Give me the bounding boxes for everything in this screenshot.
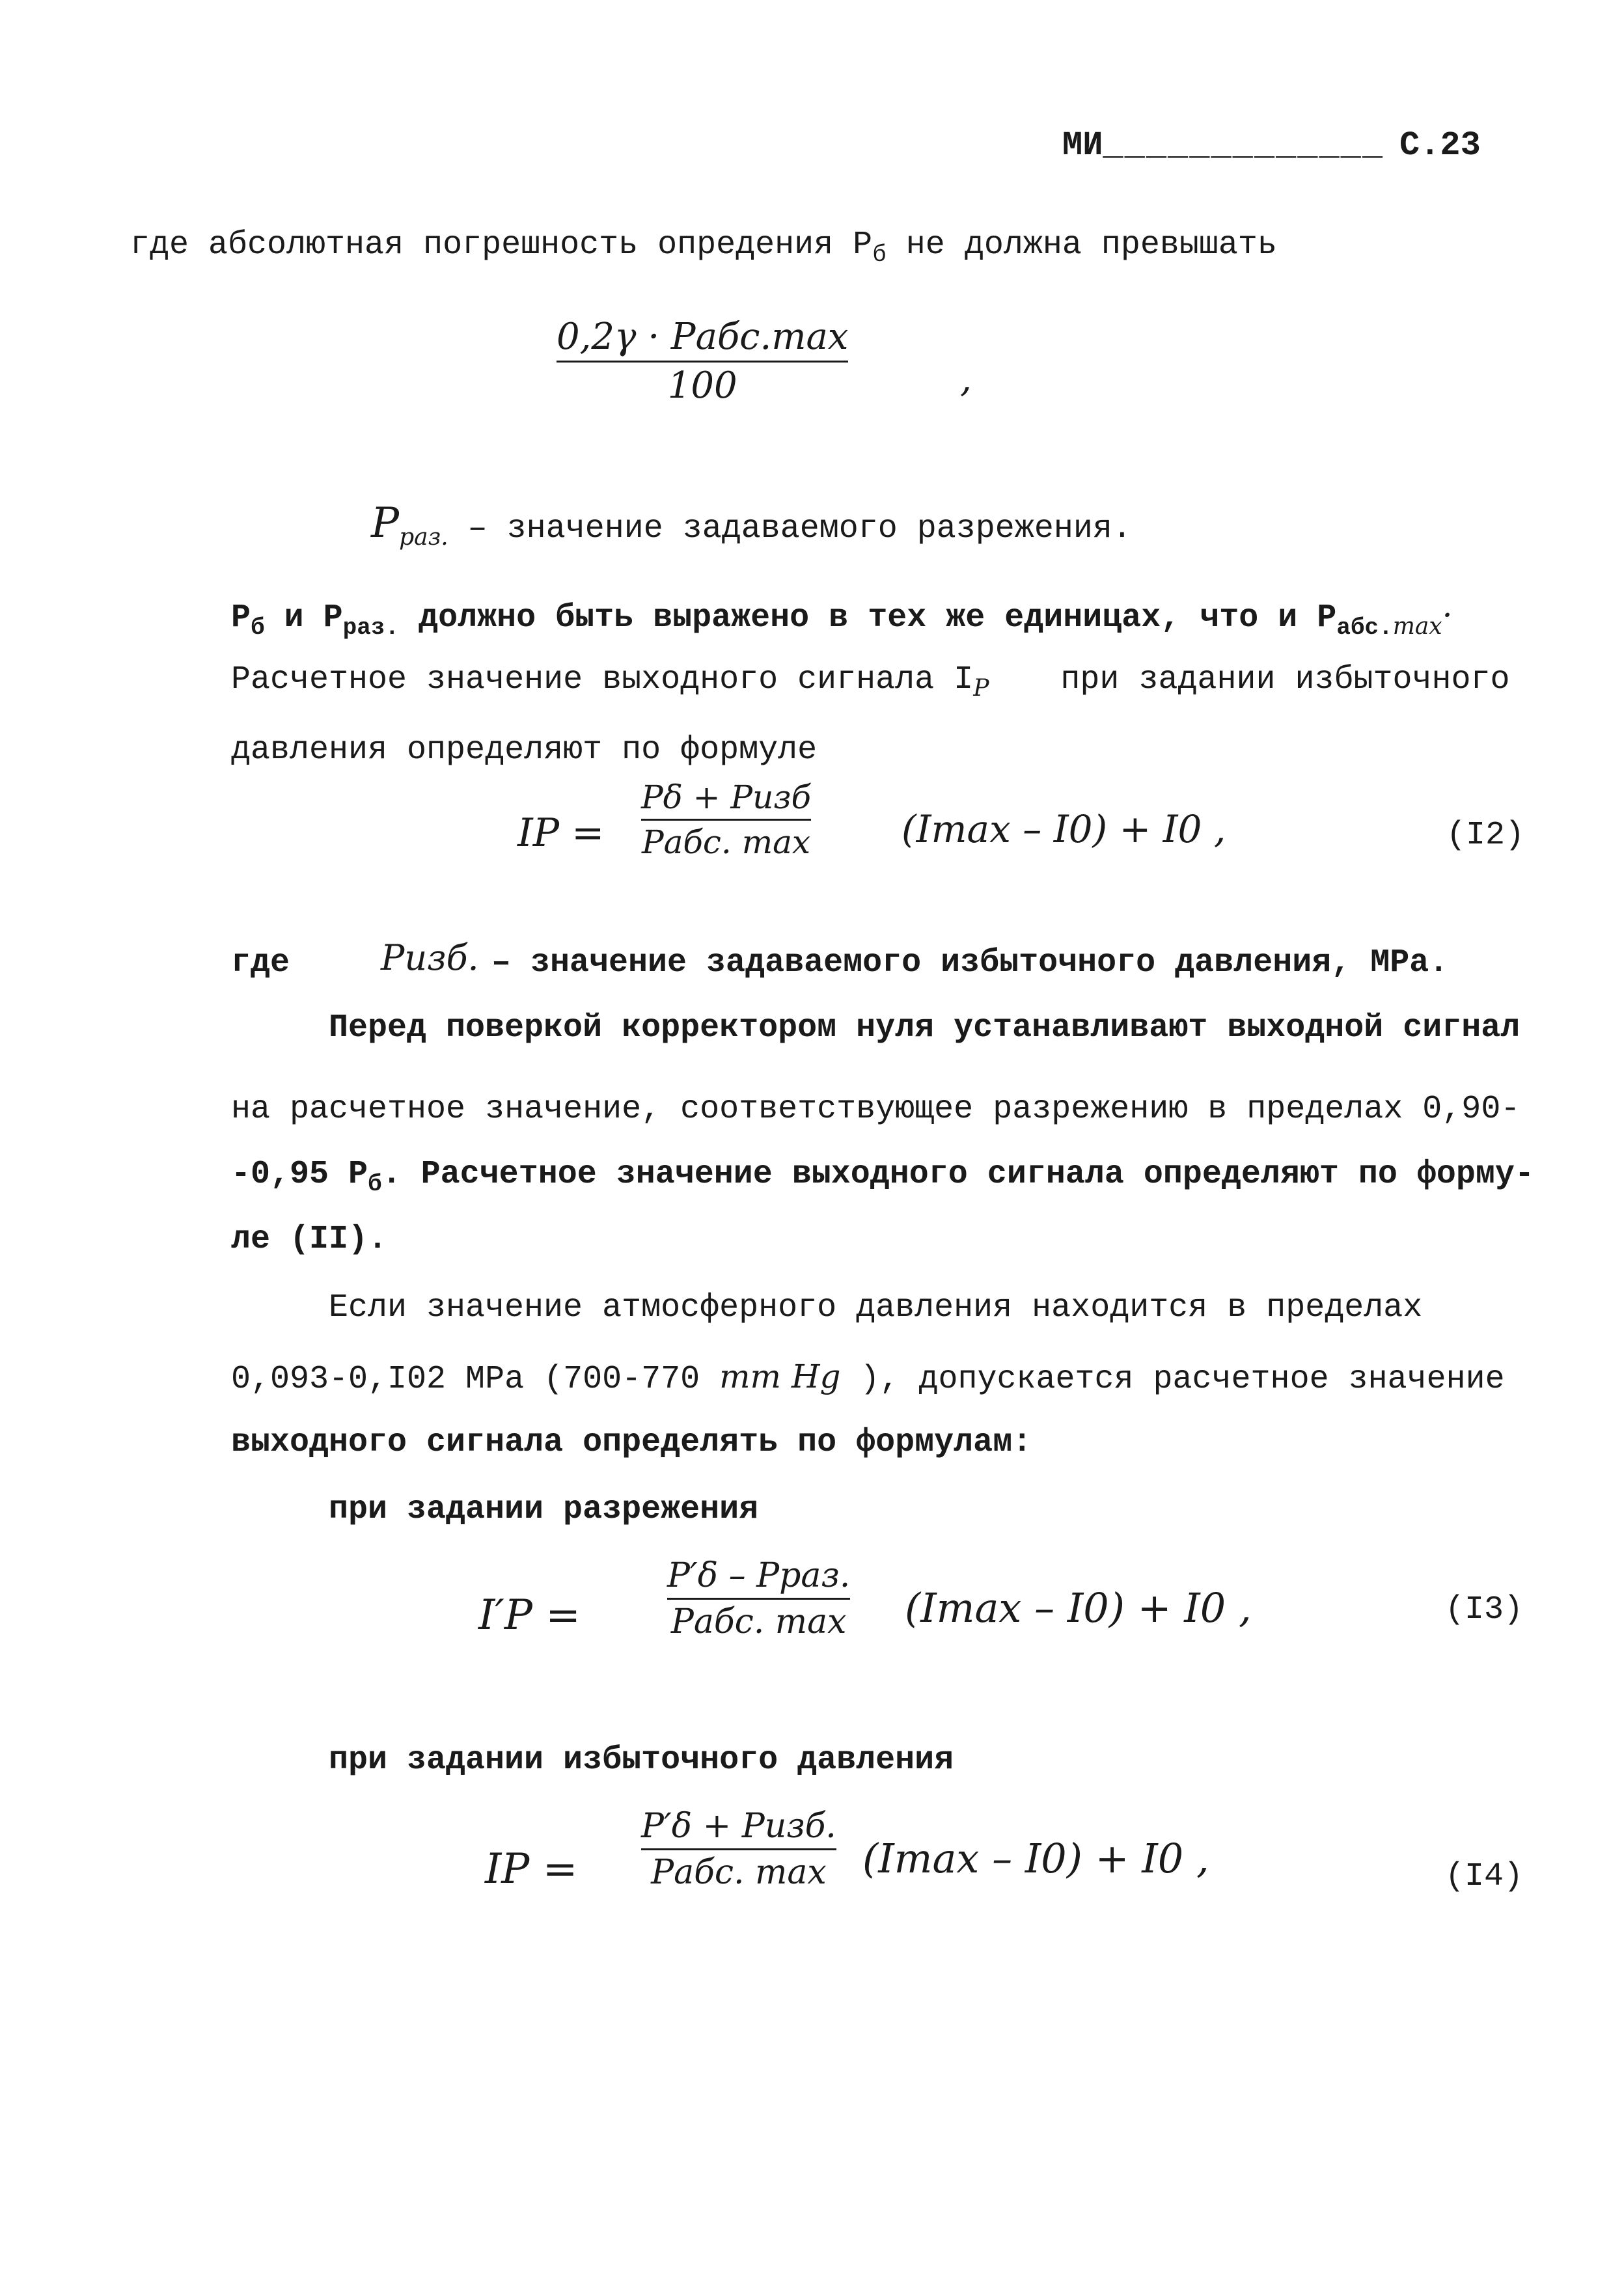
paragraph-calc-line1: Расчетное значение выходного сигнала $I_P$ при задании избыточного: [231, 661, 1510, 702]
eq14-rhs: (Imax – I0) + I0 ,: [862, 1835, 1209, 1882]
eq13-label: (I3): [1445, 1591, 1524, 1628]
symbol-p-izb: Pизб.: [381, 937, 479, 978]
paragraph-before-line2: на расчетное значение, соответствующее разрежению в пределах 0,90-: [231, 1091, 1521, 1128]
paragraph-before-line1: Перед поверкой корректором нуля устанавливают выходной сигнал: [329, 1009, 1521, 1047]
case-vacuum-label: при задании разрежения: [329, 1491, 759, 1528]
eq13-numerator: P′δ – Pраз.: [667, 1556, 851, 1595]
definition-p-izb: – значение задаваемого избыточного давления, МРа.: [491, 944, 1449, 981]
eq12-lhs: IP =: [517, 810, 605, 856]
eq14-numerator: P′δ + Pизб.: [641, 1807, 836, 1846]
paragraph-before-line3: -0,95 $Р_б$. Расчетное значение выходного сигнала определяют по форму-: [231, 1156, 1534, 1198]
page-number: С.23: [1399, 126, 1481, 165]
eq13-fraction: [667, 1556, 851, 1641]
formula-error-limit: [557, 316, 849, 407]
paragraph-atm-line2: 0,093-0,I02 МРа (700-770 mm Hg ), допускается расчетное значение: [231, 1358, 1505, 1398]
comma: ,: [960, 358, 972, 400]
eq12-numerator: Pδ + Pизб: [641, 778, 812, 816]
eq14-fraction: [641, 1807, 836, 1892]
eq12-bar: [641, 819, 811, 821]
eq14-lhs: IP =: [485, 1845, 578, 1893]
case-excess-pressure-label: при задании избыточного давления: [329, 1742, 954, 1779]
definition-p-raz: $P_{раз.}$ – значение задаваемого разрежения.: [371, 499, 1132, 551]
eq13-bar: [667, 1598, 850, 1600]
paragraph-before-line4: ле (II).: [231, 1221, 388, 1258]
eq12-label: (I2): [1446, 817, 1525, 854]
eq12-denominator: Pабс. max: [641, 823, 811, 861]
fraction-denominator: 100: [667, 364, 737, 407]
eq13-denominator: Pабс. max: [670, 1602, 847, 1641]
paragraph-calc-line2: давления определяют по формуле: [231, 732, 818, 769]
eq14-label: (I4): [1445, 1858, 1524, 1895]
eq13-rhs: (Imax – I0) + I0 ,: [905, 1584, 1252, 1632]
eq14-denominator: Pабс. max: [651, 1853, 827, 1892]
fraction-numerator: 0,2γ · Pабс.max: [557, 316, 849, 358]
paragraph-units: $Р_б$ и $Р_{раз.}$ должно быть выражено в тех же единицах, что и $Р_{абс.max}\cdot$: [231, 596, 1453, 641]
paragraph-atm-line3: выходного сигнала определять по формулам:: [231, 1424, 1032, 1461]
eq12-fraction: [641, 778, 812, 861]
paragraph-atm-line1: Если значение атмосферного давления находится в пределах: [329, 1289, 1423, 1326]
eq12-rhs: (Imax – I0) + I0 ,: [901, 807, 1226, 851]
eq14-bar: [641, 1848, 836, 1850]
paragraph-absolute-error: где абсолютная погрешность опредения $Р_б$ не должна превышать: [130, 226, 1277, 268]
fraction-bar: [557, 361, 848, 363]
eq13-lhs: I′P =: [478, 1591, 581, 1639]
where-label: где: [231, 944, 290, 981]
doc-code: МИ_____________: [1062, 126, 1384, 165]
